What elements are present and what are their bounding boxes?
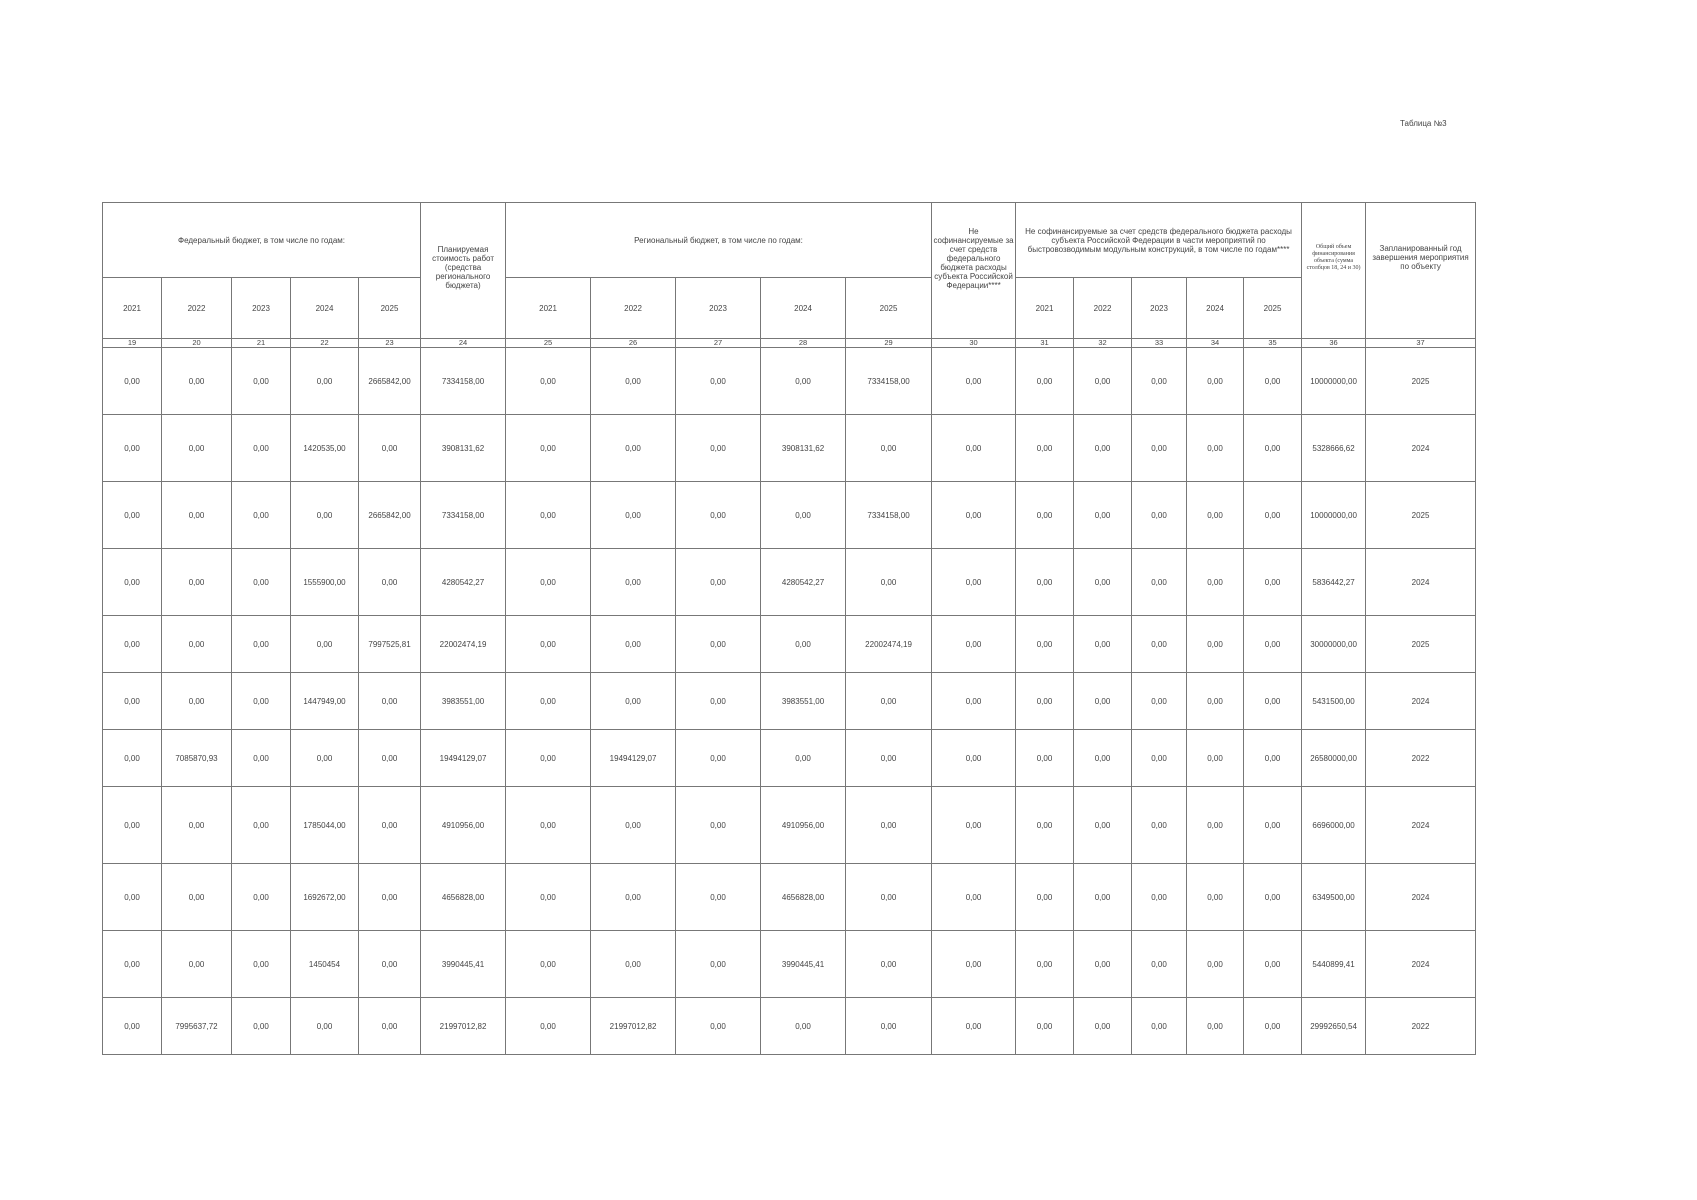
table-cell: 0,00 [162, 787, 232, 864]
year-header: 2022 [591, 278, 676, 339]
table-cell: 0,00 [162, 931, 232, 998]
table-cell: 2025 [1366, 348, 1476, 415]
table-cell: 1555900,00 [291, 549, 359, 616]
table-cell: 0,00 [1187, 864, 1244, 931]
table-cell: 0,00 [932, 616, 1016, 673]
table-cell: 1785044,00 [291, 787, 359, 864]
table-cell: 0,00 [1244, 616, 1302, 673]
table-cell: 0,00 [103, 730, 162, 787]
table-cell: 0,00 [1074, 998, 1132, 1055]
year-header: 2025 [359, 278, 421, 339]
table-cell: 0,00 [761, 616, 846, 673]
table-cell: 0,00 [846, 549, 932, 616]
table-cell: 2024 [1366, 864, 1476, 931]
table-cell: 0,00 [1016, 787, 1074, 864]
table-cell: 0,00 [591, 673, 676, 730]
table-row [103, 673, 1476, 730]
table-cell: 0,00 [1132, 348, 1187, 415]
table-cell: 6696000,00 [1302, 787, 1366, 864]
table-cell: 0,00 [676, 787, 761, 864]
table-cell: 0,00 [1132, 482, 1187, 549]
table-cell: 0,00 [291, 616, 359, 673]
table-cell: 0,00 [846, 931, 932, 998]
table-cell: 0,00 [1016, 549, 1074, 616]
table-cell: 0,00 [932, 931, 1016, 998]
table-cell: 5431500,00 [1302, 673, 1366, 730]
table-cell: 1420535,00 [291, 415, 359, 482]
column-number: 21 [232, 339, 291, 348]
table-cell: 0,00 [506, 549, 591, 616]
table-cell: 4280542,27 [421, 549, 506, 616]
table-cell: 0,00 [676, 482, 761, 549]
table-cell: 0,00 [761, 348, 846, 415]
table-cell: 0,00 [1244, 730, 1302, 787]
modular-header: Не софинансируемые за счет средств федерального бюджета расходы субъекта Российской Федерации в части мероприятий по быстровозводимым модульным конструкций, в том числе по годам**** [1016, 203, 1302, 278]
table-cell: 0,00 [1074, 348, 1132, 415]
table-cell: 0,00 [846, 998, 932, 1055]
table-cell: 0,00 [591, 482, 676, 549]
table-cell: 0,00 [846, 673, 932, 730]
table-cell: 2024 [1366, 549, 1476, 616]
table-cell: 0,00 [1187, 931, 1244, 998]
column-number: 36 [1302, 339, 1366, 348]
table-cell: 0,00 [359, 787, 421, 864]
table-cell: 21997012,82 [591, 998, 676, 1055]
table-cell: 0,00 [359, 998, 421, 1055]
table-cell: 3990445,41 [761, 931, 846, 998]
table-cell: 0,00 [1244, 673, 1302, 730]
column-number: 29 [846, 339, 932, 348]
table-cell: 0,00 [1132, 864, 1187, 931]
table-cell: 5328666,62 [1302, 415, 1366, 482]
table-cell: 0,00 [1132, 787, 1187, 864]
column-number: 28 [761, 339, 846, 348]
table-number-label: Таблица №3 [1400, 119, 1447, 128]
table-row [103, 998, 1476, 1055]
column-number: 22 [291, 339, 359, 348]
year-header: 2023 [676, 278, 761, 339]
table-row [103, 415, 1476, 482]
total-volume-header: Общий объем финансирования объекта (сумма столбцов 18, 24 и 30) [1302, 203, 1366, 339]
column-number: 34 [1187, 339, 1244, 348]
table-cell: 26580000,00 [1302, 730, 1366, 787]
year-header: 2023 [232, 278, 291, 339]
table-cell: 22002474,19 [421, 616, 506, 673]
table-cell: 0,00 [359, 549, 421, 616]
table-cell: 0,00 [506, 998, 591, 1055]
column-number: 19 [103, 339, 162, 348]
table-cell: 0,00 [591, 787, 676, 864]
table-cell: 0,00 [932, 549, 1016, 616]
table-row [103, 348, 1476, 415]
table-cell: 0,00 [846, 730, 932, 787]
table-cell: 0,00 [359, 415, 421, 482]
column-number: 24 [421, 339, 506, 348]
table-cell: 7085870,93 [162, 730, 232, 787]
table-cell: 0,00 [291, 998, 359, 1055]
table-cell: 0,00 [1074, 787, 1132, 864]
federal-budget-header: Федеральный бюджет, в том числе по годам: [103, 203, 421, 278]
table-cell: 0,00 [359, 931, 421, 998]
table-cell: 0,00 [1132, 549, 1187, 616]
table-cell: 0,00 [1132, 730, 1187, 787]
table-cell: 0,00 [1016, 415, 1074, 482]
table-cell: 0,00 [676, 415, 761, 482]
planned-cost-header: Планируемая стоимость работ (средства регионального бюджета) [421, 203, 506, 339]
table-cell: 10000000,00 [1302, 348, 1366, 415]
column-number: 35 [1244, 339, 1302, 348]
table-cell: 0,00 [1132, 998, 1187, 1055]
table-cell: 0,00 [1074, 549, 1132, 616]
year-header: 2021 [506, 278, 591, 339]
column-number: 23 [359, 339, 421, 348]
completion-year-header: Запланированный год завершения мероприятия по объекту [1366, 203, 1476, 339]
table-row [103, 787, 1476, 864]
table-cell: 0,00 [232, 673, 291, 730]
table-cell: 0,00 [932, 864, 1016, 931]
table-cell: 0,00 [1187, 348, 1244, 415]
table-cell: 3983551,00 [421, 673, 506, 730]
table-cell: 0,00 [506, 730, 591, 787]
table-cell: 0,00 [932, 482, 1016, 549]
table-cell: 0,00 [103, 864, 162, 931]
column-number: 31 [1016, 339, 1074, 348]
table-cell: 1447949,00 [291, 673, 359, 730]
column-number: 32 [1074, 339, 1132, 348]
table-cell: 0,00 [591, 931, 676, 998]
table-row [103, 482, 1476, 549]
table-cell: 10000000,00 [1302, 482, 1366, 549]
table-cell: 19494129,07 [421, 730, 506, 787]
column-number: 27 [676, 339, 761, 348]
table-cell: 0,00 [846, 787, 932, 864]
table-cell: 0,00 [506, 616, 591, 673]
table-cell: 0,00 [1074, 864, 1132, 931]
table-cell: 4280542,27 [761, 549, 846, 616]
year-header: 2023 [1132, 278, 1187, 339]
table-row [103, 730, 1476, 787]
table-cell: 0,00 [1187, 787, 1244, 864]
table-cell: 0,00 [1074, 730, 1132, 787]
table-cell: 0,00 [1132, 415, 1187, 482]
table-cell: 0,00 [932, 348, 1016, 415]
table-cell: 0,00 [1016, 616, 1074, 673]
funding-table [102, 202, 1476, 1055]
table-cell: 0,00 [761, 730, 846, 787]
table-cell: 3983551,00 [761, 673, 846, 730]
column-number-row [103, 339, 1476, 348]
table-cell: 0,00 [1016, 730, 1074, 787]
year-header: 2024 [761, 278, 846, 339]
regional-budget-header: Региональный бюджет, в том числе по годам: [506, 203, 932, 278]
table-cell: 0,00 [291, 348, 359, 415]
table-cell: 0,00 [1016, 673, 1074, 730]
table-cell: 3990445,41 [421, 931, 506, 998]
column-number: 25 [506, 339, 591, 348]
table-cell: 0,00 [232, 787, 291, 864]
table-cell: 7334158,00 [421, 348, 506, 415]
table-cell: 0,00 [1016, 348, 1074, 415]
column-number: 33 [1132, 339, 1187, 348]
table-cell: 0,00 [1187, 482, 1244, 549]
table-cell: 5836442,27 [1302, 549, 1366, 616]
table-cell: 0,00 [232, 549, 291, 616]
table-cell: 0,00 [761, 482, 846, 549]
table-cell: 0,00 [1187, 998, 1244, 1055]
column-number: 37 [1366, 339, 1476, 348]
table-cell: 0,00 [162, 348, 232, 415]
table-cell: 0,00 [1074, 482, 1132, 549]
table-cell: 0,00 [676, 730, 761, 787]
table-cell: 0,00 [932, 673, 1016, 730]
table-cell: 0,00 [1244, 998, 1302, 1055]
table-cell: 0,00 [1016, 864, 1074, 931]
table-cell: 0,00 [1244, 348, 1302, 415]
table-cell: 0,00 [1187, 616, 1244, 673]
table-cell: 0,00 [676, 348, 761, 415]
year-header: 2021 [103, 278, 162, 339]
table-cell: 0,00 [232, 482, 291, 549]
table-cell: 0,00 [1187, 673, 1244, 730]
table-row [103, 616, 1476, 673]
table-cell: 0,00 [1132, 616, 1187, 673]
table-cell: 0,00 [591, 864, 676, 931]
table-cell: 0,00 [1244, 549, 1302, 616]
table-cell: 0,00 [1244, 864, 1302, 931]
table-cell: 0,00 [103, 931, 162, 998]
year-header: 2024 [291, 278, 359, 339]
table-cell: 7334158,00 [846, 348, 932, 415]
table-cell: 0,00 [103, 787, 162, 864]
table-cell: 0,00 [676, 931, 761, 998]
table-cell: 4656828,00 [421, 864, 506, 931]
table-cell: 1450454 [291, 931, 359, 998]
table-row [103, 931, 1476, 998]
table-cell: 0,00 [359, 673, 421, 730]
table-cell: 2665842,00 [359, 348, 421, 415]
table-cell: 0,00 [162, 673, 232, 730]
table-cell: 0,00 [506, 348, 591, 415]
table-cell: 0,00 [162, 549, 232, 616]
table-cell: 0,00 [676, 998, 761, 1055]
table-cell: 22002474,19 [846, 616, 932, 673]
table-cell: 0,00 [1074, 616, 1132, 673]
table-cell: 3908131,62 [761, 415, 846, 482]
table-cell: 0,00 [506, 787, 591, 864]
table-cell: 0,00 [1074, 415, 1132, 482]
table-cell: 0,00 [846, 864, 932, 931]
table-cell: 4910956,00 [761, 787, 846, 864]
table-cell: 2024 [1366, 673, 1476, 730]
table-cell: 0,00 [232, 348, 291, 415]
table-cell: 0,00 [761, 998, 846, 1055]
year-header: 2021 [1016, 278, 1074, 339]
table-cell: 29992650,54 [1302, 998, 1366, 1055]
table-cell: 7334158,00 [846, 482, 932, 549]
table-cell: 0,00 [1074, 673, 1132, 730]
table-cell: 5440899,41 [1302, 931, 1366, 998]
table-cell: 0,00 [291, 482, 359, 549]
table-cell: 2022 [1366, 730, 1476, 787]
table-cell: 0,00 [103, 415, 162, 482]
table-cell: 0,00 [506, 415, 591, 482]
table-row [103, 864, 1476, 931]
table-cell: 0,00 [359, 864, 421, 931]
table-cell: 7997525,81 [359, 616, 421, 673]
table-cell: 0,00 [932, 998, 1016, 1055]
table-cell: 19494129,07 [591, 730, 676, 787]
table-cell: 0,00 [291, 730, 359, 787]
table-cell: 2025 [1366, 616, 1476, 673]
table-cell: 0,00 [591, 415, 676, 482]
table-cell: 0,00 [591, 616, 676, 673]
table-cell: 2024 [1366, 931, 1476, 998]
column-number: 20 [162, 339, 232, 348]
table-cell: 0,00 [1074, 931, 1132, 998]
table-cell: 6349500,00 [1302, 864, 1366, 931]
table-cell: 0,00 [932, 787, 1016, 864]
table-cell: 2024 [1366, 787, 1476, 864]
table-cell: 0,00 [1244, 931, 1302, 998]
table-cell: 0,00 [1016, 482, 1074, 549]
table-cell: 0,00 [506, 864, 591, 931]
table-cell: 0,00 [162, 616, 232, 673]
table-cell: 0,00 [506, 482, 591, 549]
table-row [103, 549, 1476, 616]
table-cell: 0,00 [162, 864, 232, 931]
table-cell: 0,00 [232, 931, 291, 998]
table-cell: 0,00 [676, 549, 761, 616]
table-cell: 0,00 [1016, 998, 1074, 1055]
table-cell: 7334158,00 [421, 482, 506, 549]
table-cell: 0,00 [1187, 730, 1244, 787]
table-cell: 0,00 [1132, 931, 1187, 998]
table-cell: 0,00 [162, 482, 232, 549]
table-cell: 0,00 [591, 348, 676, 415]
not-cofinanced-header: Не софинансируемые за счет средств федерального бюджета расходы субъекта Российской Федерации**** [932, 203, 1016, 339]
table-cell: 0,00 [1187, 549, 1244, 616]
year-header: 2025 [846, 278, 932, 339]
year-header: 2022 [162, 278, 232, 339]
column-number: 30 [932, 339, 1016, 348]
table-cell: 0,00 [1244, 415, 1302, 482]
year-header: 2022 [1074, 278, 1132, 339]
year-header: 2025 [1244, 278, 1302, 339]
table-cell: 2025 [1366, 482, 1476, 549]
table-cell: 0,00 [676, 864, 761, 931]
table-cell: 0,00 [103, 549, 162, 616]
table-cell: 0,00 [1187, 415, 1244, 482]
table-cell: 0,00 [506, 931, 591, 998]
table-cell: 0,00 [932, 730, 1016, 787]
table-cell: 0,00 [232, 730, 291, 787]
table-cell: 0,00 [591, 549, 676, 616]
table-cell: 0,00 [846, 415, 932, 482]
table-cell: 0,00 [103, 616, 162, 673]
table-cell: 7995637,72 [162, 998, 232, 1055]
column-number: 26 [591, 339, 676, 348]
table-cell: 0,00 [506, 673, 591, 730]
table-cell: 0,00 [232, 864, 291, 931]
table-cell: 4656828,00 [761, 864, 846, 931]
table-cell: 0,00 [103, 482, 162, 549]
table-cell: 2024 [1366, 415, 1476, 482]
table-cell: 0,00 [103, 673, 162, 730]
table-cell: 0,00 [162, 415, 232, 482]
table-cell: 0,00 [232, 998, 291, 1055]
table-cell: 0,00 [232, 616, 291, 673]
table-cell: 1692672,00 [291, 864, 359, 931]
table-cell: 0,00 [232, 415, 291, 482]
year-header: 2024 [1187, 278, 1244, 339]
table-cell: 0,00 [932, 415, 1016, 482]
table-cell: 30000000,00 [1302, 616, 1366, 673]
table-cell: 21997012,82 [421, 998, 506, 1055]
table-cell: 2665842,00 [359, 482, 421, 549]
table-cell: 0,00 [103, 348, 162, 415]
table-cell: 0,00 [676, 673, 761, 730]
table-cell: 3908131,62 [421, 415, 506, 482]
table-cell: 0,00 [1244, 787, 1302, 864]
table-cell: 0,00 [359, 730, 421, 787]
table-cell: 0,00 [676, 616, 761, 673]
table-cell: 4910956,00 [421, 787, 506, 864]
table-cell: 0,00 [1132, 673, 1187, 730]
table-cell: 0,00 [103, 998, 162, 1055]
table-cell: 0,00 [1244, 482, 1302, 549]
table-cell: 2022 [1366, 998, 1476, 1055]
table-cell: 0,00 [1016, 931, 1074, 998]
